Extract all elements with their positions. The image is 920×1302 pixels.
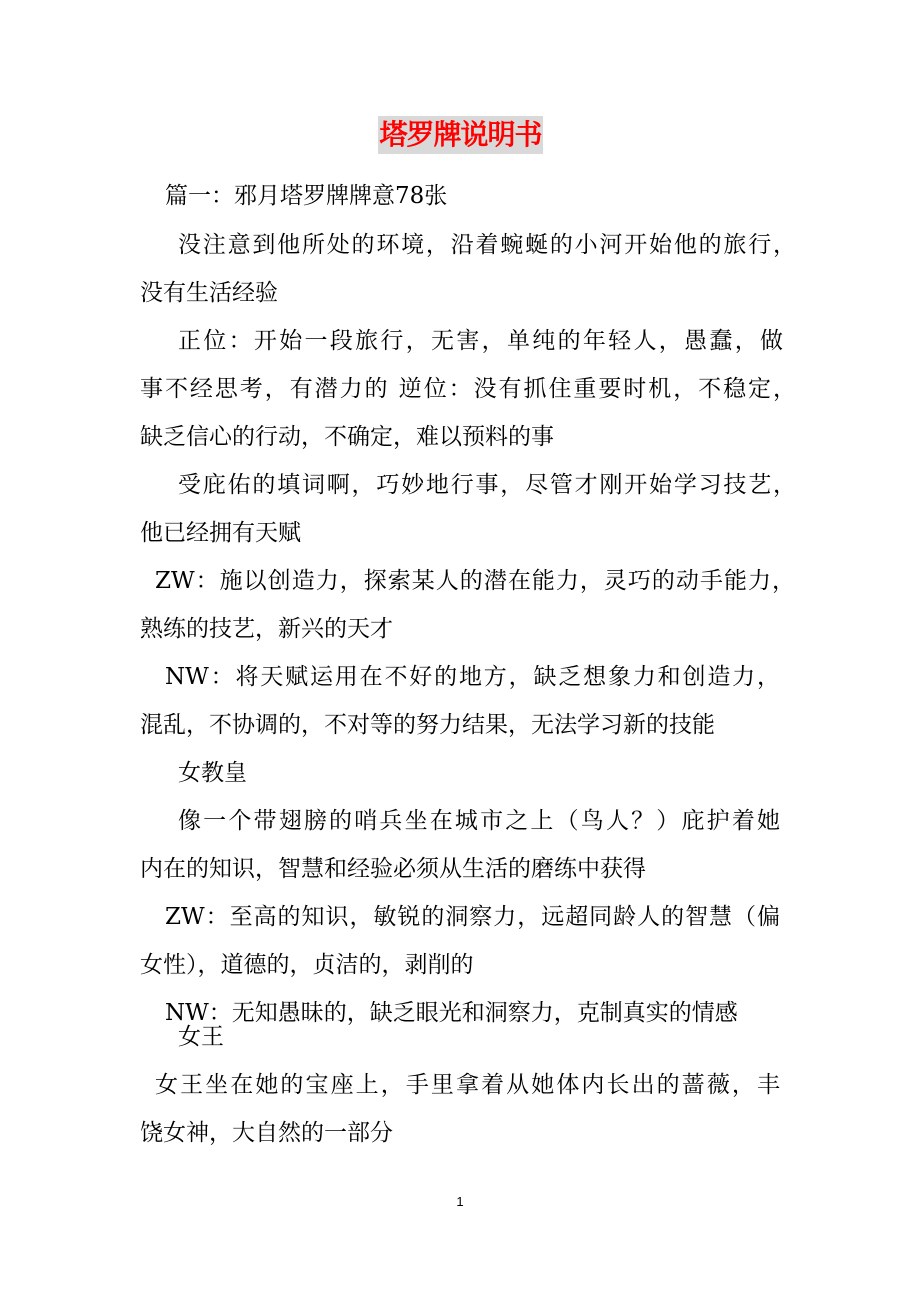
paragraph-line: 熟练的技艺，新兴的天才 [140,616,393,642]
document-title: 塔罗牌说明书 [378,116,543,154]
section-heading: 女教皇 [178,760,247,786]
paragraph-line: 正位：开始一段旅行，无害，单纯的年轻人，愚蠢，做 [178,328,783,354]
paragraph-line: 没有生活经验 [140,280,278,306]
paragraph-line: 混乱，不协调的，不对等的努力结果，无法学习新的技能 [140,712,715,738]
section-heading: 篇一：邪月塔罗牌牌意78张 [165,183,448,209]
paragraph-line: 内在的知识，智慧和经验必须从生活的磨练中获得 [140,856,646,882]
paragraph-line: 受庇佑的填词啊，巧妙地行事，尽管才刚开始学习技艺， [178,472,796,498]
paragraph-line: 没注意到他所处的环境，沿着蜿蜒的小河开始他的旅行， [178,232,796,258]
paragraph-line: 女性），道德的，贞洁的，剥削的 [140,952,474,978]
page-number: 1 [456,1194,464,1209]
paragraph-line: 事不经思考，有潜力的 逆位：没有抓住重要时机，不稳定， [140,376,796,402]
paragraph-line: 像一个带翅膀的哨兵坐在城市之上（鸟人？）庇护着她 [178,808,780,834]
paragraph-line: 饶女神，大自然的一部分 [140,1120,393,1146]
paragraph-line: ZW：至高的知识，敏锐的洞察力，远超同龄人的智慧（偏 [165,904,780,930]
section-heading: 女王 [178,1024,224,1050]
paragraph-line: NW：无知愚昧的，缺乏眼光和洞察力，克制真实的情感 [165,1000,738,1026]
paragraph-line: 他已经拥有天赋 [140,520,301,546]
paragraph-line: ZW：施以创造力，探索某人的潜在能力，灵巧的动手能力， [155,568,795,594]
paragraph-line: 缺乏信心的行动，不确定，难以预料的事 [140,424,554,450]
paragraph-line: NW：将天赋运用在不好的地方，缺乏想象力和创造力， [165,664,780,690]
paragraph-line: 女王坐在她的宝座上，手里拿着从她体内长出的蔷薇，丰 [155,1072,780,1098]
